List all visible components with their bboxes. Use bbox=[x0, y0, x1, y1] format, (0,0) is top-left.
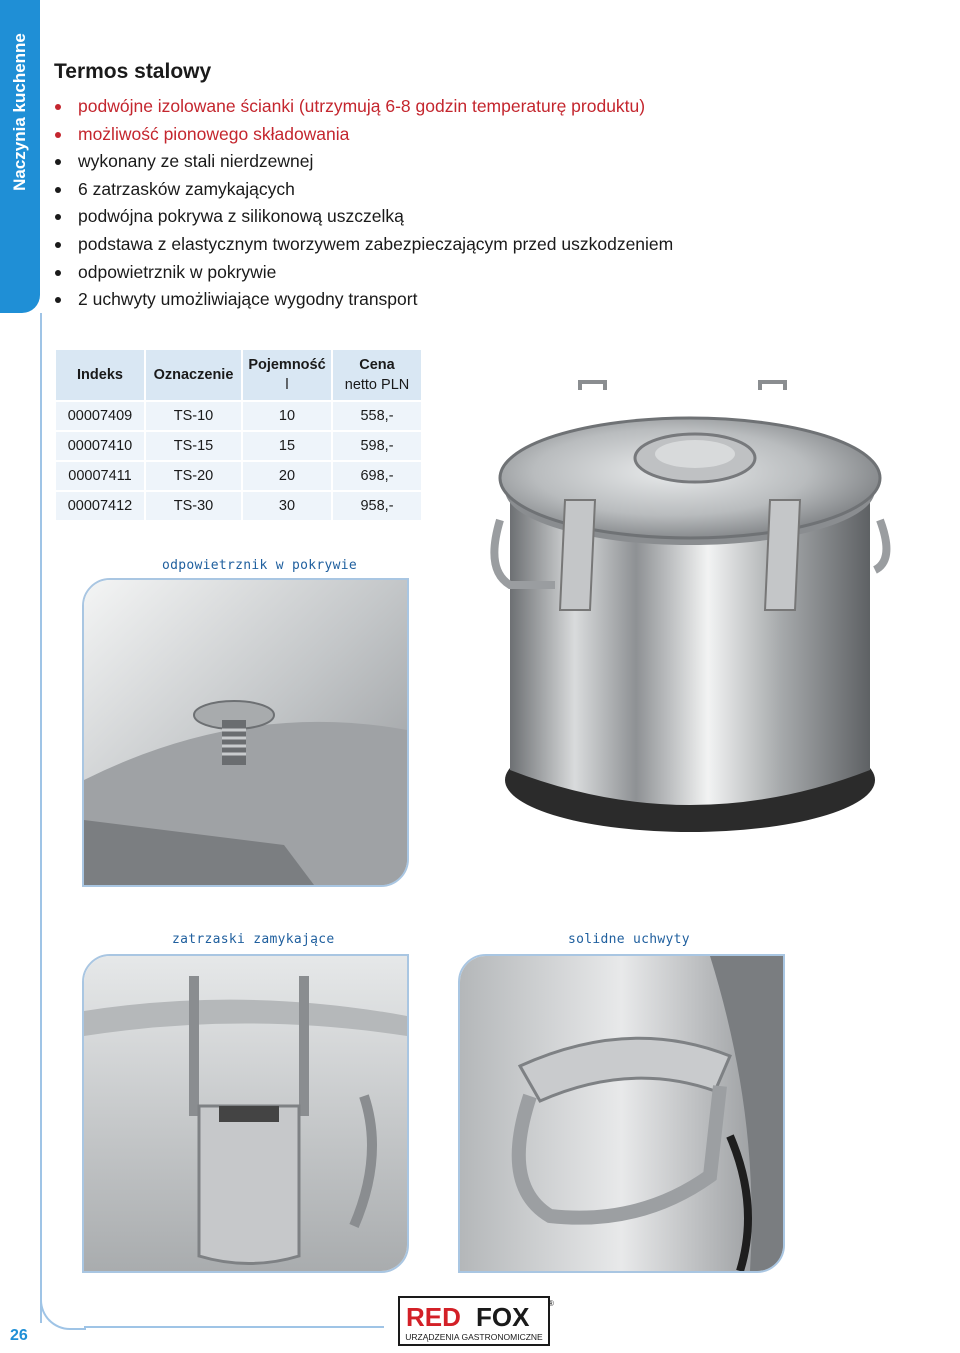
feature-list bbox=[54, 93, 673, 314]
cell-index: 00007409 bbox=[56, 402, 144, 430]
header-capacity-label: Pojemność bbox=[248, 357, 326, 373]
header-capacity-unit: l bbox=[285, 377, 289, 393]
feature-item: odpowietrznik w pokrywie bbox=[54, 259, 673, 287]
cell-index: 00007410 bbox=[56, 432, 144, 460]
vent-image bbox=[84, 580, 407, 885]
logo-tagline: URZĄDZENIA GASTRONOMICZNE bbox=[405, 1332, 543, 1342]
header-price-label: Cena bbox=[359, 357, 395, 373]
cell-capacity: 10 bbox=[243, 402, 331, 430]
header-price-unit: netto PLN bbox=[344, 377, 410, 393]
table-row bbox=[56, 402, 421, 430]
page-frame-bottom bbox=[84, 1326, 384, 1328]
page-frame-line bbox=[40, 313, 42, 1323]
vent-caption: odpowietrznik w pokrywie bbox=[162, 558, 358, 573]
table-header-row bbox=[56, 350, 421, 400]
logo-dark-text: FOX bbox=[476, 1302, 530, 1332]
latches-photo bbox=[82, 954, 409, 1273]
table-row bbox=[56, 492, 421, 520]
cell-name: TS-30 bbox=[146, 492, 241, 520]
cell-capacity: 15 bbox=[243, 432, 331, 460]
logo-registered: ® bbox=[548, 1299, 554, 1308]
header-index: Indeks bbox=[56, 350, 144, 400]
cell-index: 00007411 bbox=[56, 462, 144, 490]
product-title: Termos stalowy bbox=[54, 60, 212, 83]
cell-price: 558,- bbox=[333, 402, 421, 430]
page-number: 26 bbox=[10, 1327, 28, 1344]
header-name: Oznaczenie bbox=[146, 350, 241, 400]
feature-item: podwójne izolowane ścianki (utrzymują 6-8 godzin temperaturę produktu) bbox=[54, 93, 673, 121]
feature-item: 6 zatrzasków zamykających bbox=[54, 176, 673, 204]
table-row bbox=[56, 432, 421, 460]
cell-capacity: 20 bbox=[243, 462, 331, 490]
header-price bbox=[333, 350, 421, 400]
table-row bbox=[56, 462, 421, 490]
latches-image bbox=[84, 956, 407, 1271]
page-frame-corner bbox=[40, 1290, 86, 1330]
cell-name: TS-20 bbox=[146, 462, 241, 490]
logo-red-text: RED bbox=[406, 1302, 461, 1332]
feature-item: 2 uchwyty umożliwiające wygodny transport bbox=[54, 286, 673, 314]
section-tab-label: Naczynia kuchenne bbox=[10, 33, 29, 191]
cell-price: 598,- bbox=[333, 432, 421, 460]
price-table bbox=[54, 348, 423, 522]
cell-index: 00007412 bbox=[56, 492, 144, 520]
cell-name: TS-15 bbox=[146, 432, 241, 460]
feature-item: możliwość pionowego składowania bbox=[54, 121, 673, 149]
latches-caption: zatrzaski zamykające bbox=[172, 932, 335, 947]
redfox-logo bbox=[398, 1296, 556, 1346]
vent-photo bbox=[82, 578, 409, 887]
handles-photo bbox=[458, 954, 785, 1273]
cell-price: 698,- bbox=[333, 462, 421, 490]
feature-item: wykonany ze stali nierdzewnej bbox=[54, 148, 673, 176]
feature-item: podstawa z elastycznym tworzywem zabezpieczającym przed uszkodzeniem bbox=[54, 231, 673, 259]
cell-price: 958,- bbox=[333, 492, 421, 520]
header-capacity bbox=[243, 350, 331, 400]
section-tab bbox=[0, 0, 40, 313]
cell-capacity: 30 bbox=[243, 492, 331, 520]
feature-item: podwójna pokrywa z silikonową uszczelką bbox=[54, 203, 673, 231]
handles-caption: solidne uchwyty bbox=[568, 932, 690, 947]
cell-name: TS-10 bbox=[146, 402, 241, 430]
thermos-product-image bbox=[470, 370, 910, 850]
handles-image bbox=[460, 956, 783, 1271]
